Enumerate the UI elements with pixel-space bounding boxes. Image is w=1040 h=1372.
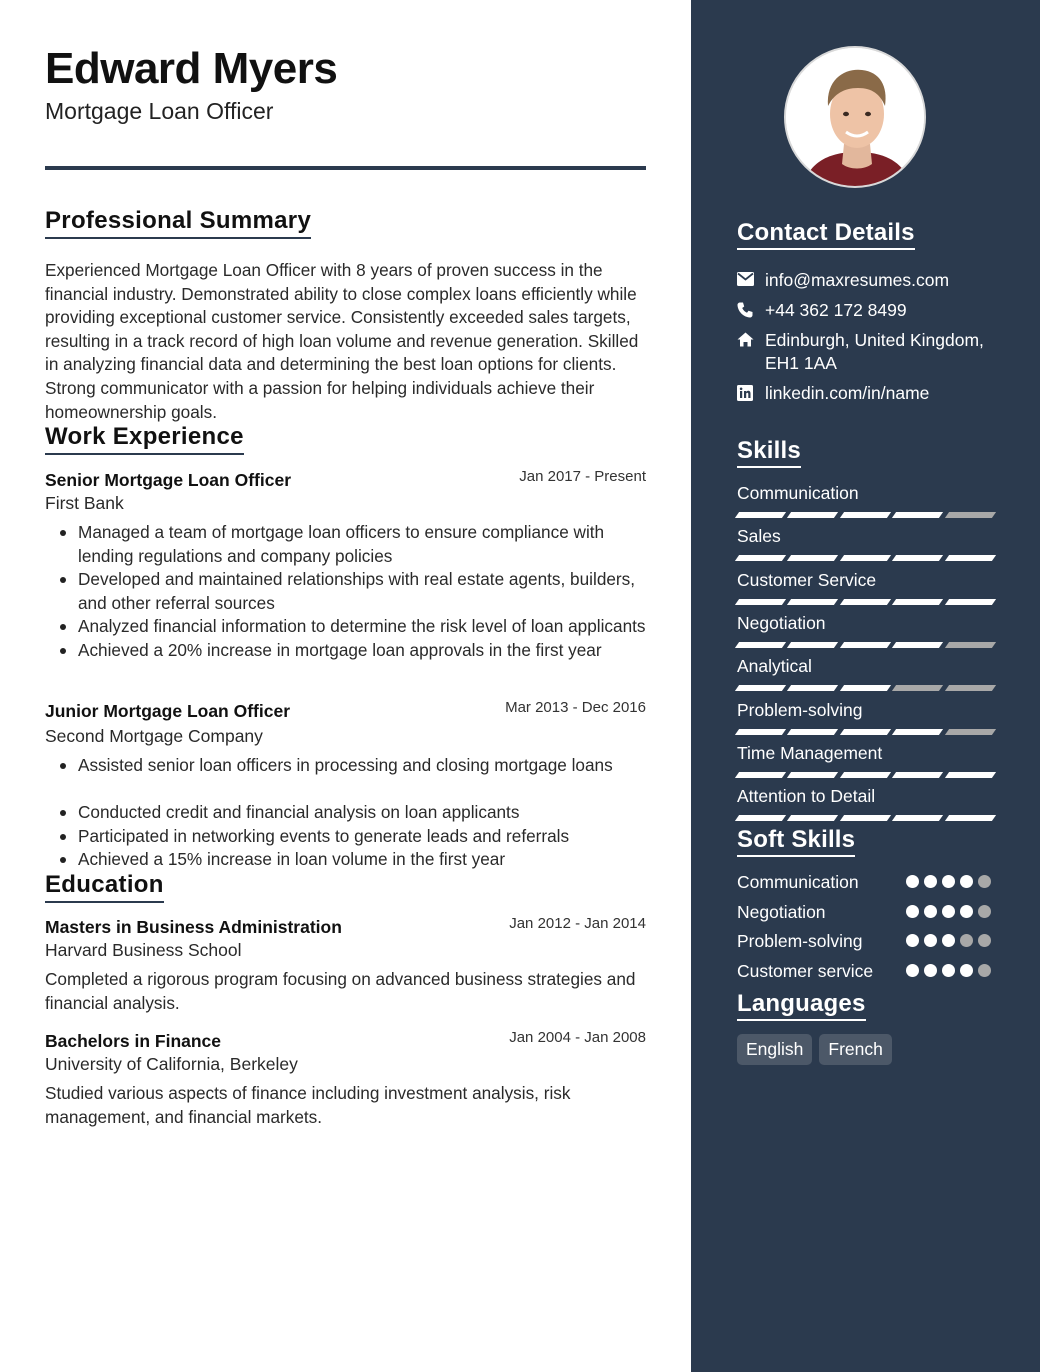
avatar (784, 46, 926, 188)
skill-level-bar (737, 772, 994, 778)
skill-level-segment (787, 772, 839, 778)
sidebar (691, 0, 1040, 1372)
skill-level-segment (945, 555, 997, 561)
degree-dates: Jan 2004 - Jan 2008 (509, 1029, 646, 1046)
language-chip: French (819, 1034, 891, 1065)
skill-level-segment (735, 555, 787, 561)
skill-level-segment (892, 772, 944, 778)
skill-level-segment (787, 599, 839, 605)
list-item: Analyzed financial information to determine the risk level of loan applicants (45, 615, 646, 639)
skill-level-segment (787, 815, 839, 821)
soft-skill-rating (906, 964, 991, 977)
soft-skill-rating (906, 905, 991, 918)
soft-skill-name: Problem-solving (737, 931, 863, 952)
rating-dot (906, 905, 919, 918)
skill-level-segment (787, 685, 839, 691)
rating-dot (942, 934, 955, 947)
skill-level-bar (737, 599, 994, 605)
skill-level-segment (945, 642, 997, 648)
skill-level-segment (735, 642, 787, 648)
skill-level-segment (840, 599, 892, 605)
rating-dot (906, 964, 919, 977)
rating-dot (924, 964, 937, 977)
skill-level-segment (840, 815, 892, 821)
job-company: First Bank (45, 493, 124, 513)
skill-level-segment (945, 729, 997, 735)
job-dates: Jan 2017 - Present (519, 468, 646, 485)
job-bullets (45, 754, 646, 872)
skill-level-bar (737, 512, 994, 518)
skill-level-segment (945, 815, 997, 821)
job-dates: Mar 2013 - Dec 2016 (505, 699, 646, 716)
rating-dot (924, 934, 937, 947)
skill-name: Negotiation (737, 612, 826, 633)
languages-list (737, 1034, 892, 1065)
skill-level-segment (840, 555, 892, 561)
skill-level-segment (945, 512, 997, 518)
rating-dot (942, 875, 955, 888)
degree-title: Bachelors in Finance (45, 1031, 222, 1051)
school-name: Harvard Business School (45, 940, 242, 960)
skill-level-segment (735, 599, 787, 605)
skill-level-segment (892, 599, 944, 605)
soft-skill-name: Communication (737, 872, 859, 892)
candidate-name: Edward Myers (45, 44, 338, 93)
language-chip: English (737, 1034, 812, 1065)
degree-description: Studied various aspects of finance including investment analysis, risk management, and financial markets. (45, 1083, 571, 1127)
skill-name: Customer Service (737, 569, 877, 590)
rating-dot (924, 905, 937, 918)
soft-skill-rating (906, 934, 991, 947)
skill-level-segment (787, 555, 839, 561)
list-item: Participated in networking events to generate leads and referrals (45, 825, 646, 849)
linkedin-text: linkedin.com/in/name (765, 383, 930, 403)
skill-level-segment (945, 772, 997, 778)
skill-level-segment (735, 512, 787, 518)
summary-text: Experienced Mortgage Loan Officer with 8 years of proven success in the financial industry. Demonstrated ability to close complex loans efficiently while providing exceptional customer service. Consistently exceeded sales targets, resulting in a track record of high loan volume and revenue generation. Skilled in analyzing financial data and determining the best loan options for clients. Strong communicator with a passion for helping individuals achieve their homeownership goals. (45, 260, 639, 422)
linkedin-icon (737, 382, 765, 405)
contact-linkedin[interactable] (737, 382, 997, 405)
home-icon (737, 329, 765, 375)
skill-level-segment (892, 685, 944, 691)
skill-level-segment (892, 555, 944, 561)
skill-level-segment (945, 685, 997, 691)
skill-level-segment (735, 815, 787, 821)
languages-heading: Languages (737, 990, 866, 1021)
skill-name: Sales (737, 526, 781, 547)
skill-level-segment (787, 729, 839, 735)
summary-heading: Professional Summary (45, 207, 311, 239)
list-item: Conducted credit and financial analysis on loan applicants (45, 801, 646, 825)
skill-level-segment (787, 642, 839, 648)
job-company: Second Mortgage Company (45, 726, 263, 746)
contact-heading: Contact Details (737, 219, 915, 250)
skill-level-segment (840, 729, 892, 735)
contact-address (737, 329, 997, 375)
degree-title: Masters in Business Administration (45, 917, 342, 937)
contact-email[interactable] (737, 269, 997, 292)
contact-phone[interactable] (737, 299, 997, 322)
rating-dot (978, 934, 991, 947)
skill-name: Analytical (737, 656, 812, 677)
soft-skills-heading: Soft Skills (737, 826, 855, 857)
rating-dot (978, 905, 991, 918)
skill-level-segment (945, 599, 997, 605)
soft-skill-name: Negotiation (737, 901, 826, 922)
list-item: Assisted senior loan officers in processing and closing mortgage loans (45, 754, 646, 778)
job-bullets (45, 521, 646, 663)
skill-level-segment (735, 729, 787, 735)
candidate-title: Mortgage Loan Officer (45, 98, 274, 124)
job-title: Junior Mortgage Loan Officer (45, 701, 291, 721)
skill-level-bar (737, 642, 994, 648)
header-divider (45, 166, 646, 170)
envelope-icon (737, 269, 765, 292)
skill-level-segment (735, 772, 787, 778)
email-text: info@maxresumes.com (765, 270, 950, 290)
phone-text: +44 362 172 8499 (765, 300, 907, 320)
skill-level-segment (892, 729, 944, 735)
skill-level-segment (892, 642, 944, 648)
skill-level-segment (892, 512, 944, 518)
skill-level-segment (840, 512, 892, 518)
list-item: Developed and maintained relationships with real estate agents, builders, and other referral sources (45, 568, 646, 615)
school-name: University of California, Berkeley (45, 1054, 298, 1074)
rating-dot (960, 905, 973, 918)
skill-level-bar (737, 729, 994, 735)
skill-level-segment (735, 685, 787, 691)
address-text: Edinburgh, United Kingdom, EH1 1AA (765, 330, 984, 373)
skill-name: Problem-solving (737, 699, 863, 720)
rating-dot (906, 934, 919, 947)
rating-dot (924, 875, 937, 888)
list-item: Managed a team of mortgage loan officers to ensure compliance with lending regulations and company policies (45, 521, 646, 568)
skills-heading: Skills (737, 437, 801, 468)
skill-level-segment (840, 772, 892, 778)
rating-dot (960, 934, 973, 947)
degree-dates: Jan 2012 - Jan 2014 (509, 915, 646, 932)
skill-level-bar (737, 555, 994, 561)
skill-name: Communication (737, 483, 859, 503)
avatar-portrait-icon (786, 48, 926, 188)
degree-description: Completed a rigorous program focusing on advanced business strategies and financial analysis. (45, 969, 636, 1013)
phone-icon (737, 299, 765, 322)
rating-dot (960, 875, 973, 888)
rating-dot (942, 905, 955, 918)
skill-level-segment (892, 815, 944, 821)
soft-skill-name: Customer service (737, 961, 874, 982)
skill-level-segment (840, 642, 892, 648)
skill-name: Attention to Detail (737, 786, 876, 807)
list-item: Achieved a 20% increase in mortgage loan approvals in the first year (45, 639, 646, 663)
rating-dot (942, 964, 955, 977)
rating-dot (960, 964, 973, 977)
skill-level-bar (737, 815, 994, 821)
rating-dot (978, 964, 991, 977)
skill-level-segment (840, 685, 892, 691)
education-heading: Education (45, 871, 164, 903)
job-title: Senior Mortgage Loan Officer (45, 470, 291, 490)
soft-skill-rating (906, 875, 991, 888)
rating-dot (978, 875, 991, 888)
rating-dot (906, 875, 919, 888)
skill-level-bar (737, 685, 994, 691)
skill-level-segment (787, 512, 839, 518)
skill-name: Time Management (737, 742, 883, 763)
list-item: Achieved a 15% increase in loan volume in the first year (45, 848, 646, 872)
experience-heading: Work Experience (45, 423, 244, 455)
